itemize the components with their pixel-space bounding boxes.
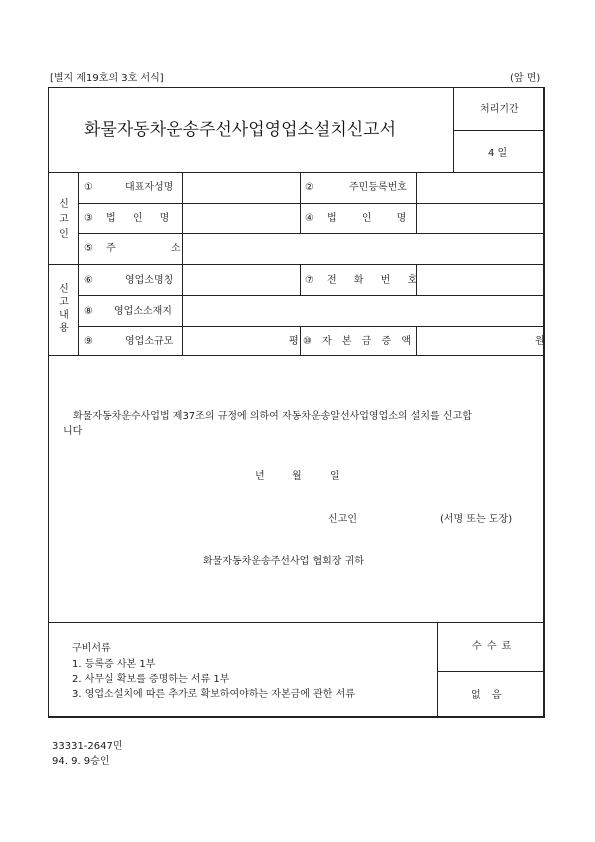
capital-field[interactable]: [418, 328, 542, 354]
date-day: 일: [330, 471, 340, 482]
office-location-field[interactable]: [184, 297, 542, 325]
address-label: 주 소: [106, 243, 181, 254]
signer-note: (서명 또는 도장): [440, 514, 513, 525]
field-number: ⑦: [305, 275, 314, 286]
signer-label: 신고인: [328, 514, 357, 525]
approval-date: 94. 9. 9승인: [52, 756, 110, 767]
resident-no-field[interactable]: [418, 174, 542, 202]
capital-label: 자 본 금 증 액: [322, 336, 412, 347]
fee-value: 없 음: [471, 690, 502, 701]
field-number: ⑧: [84, 306, 93, 317]
resident-no-label: 주민등록번호: [349, 182, 407, 193]
corp-name-field[interactable]: [184, 205, 298, 232]
form-code: 33331-2647민: [52, 741, 123, 752]
document-item: 1. 등록증 사본 1부: [72, 659, 156, 670]
capital-unit: 원: [535, 336, 545, 347]
office-location-label: 영업소소재지: [114, 306, 172, 317]
rep-name-field[interactable]: [184, 174, 298, 202]
corp-name-field-2[interactable]: [418, 205, 542, 232]
office-size-unit: 평: [289, 336, 299, 347]
field-number: ⑩: [303, 336, 312, 347]
form-title: 화물자동차운송주선사업영업소설치신고서: [84, 120, 397, 140]
processing-period-value: 4 일: [488, 148, 508, 159]
phone-field[interactable]: [418, 266, 542, 294]
reporter-group-label: 신고인: [59, 199, 69, 240]
phone-label: 전 화 번 호: [327, 275, 418, 286]
field-number: ③: [84, 213, 93, 224]
statement-line-1: 화물자동차운수사업법 제37조의 규정에 의하여 자동차운송알선사업영업소의 설치를 신고합: [73, 411, 472, 422]
content-group-label: 신고내용: [59, 284, 69, 334]
page-side-label: (앞 면): [510, 73, 541, 84]
field-number: ①: [84, 182, 93, 193]
statement-line-2: 니다: [63, 426, 83, 437]
corp-name-label: 법 인 명: [106, 213, 170, 224]
field-number: ⑨: [84, 336, 93, 347]
field-number: ②: [305, 182, 314, 193]
signature-field[interactable]: [365, 508, 435, 528]
document-item: 2. 사무실 확보를 증명하는 서류 1부: [72, 674, 230, 685]
office-name-label: 영업소명칭: [125, 275, 174, 286]
office-name-field[interactable]: [184, 266, 298, 294]
form-reference: [별지 제19호의 3호 서식]: [50, 73, 164, 84]
field-number: ④: [305, 213, 314, 224]
corp-name-label-2: 법 인 명: [327, 213, 407, 224]
date-year: 년: [255, 471, 265, 482]
addressee: 화물자동차운송주선사업 협회장 귀하: [203, 556, 364, 567]
field-number: ⑤: [84, 243, 93, 254]
document-item: 3. 영업소설치에 따른 추가로 확보하여야하는 자본금에 관한 서류: [72, 689, 355, 700]
fee-label: 수 수 료: [472, 641, 512, 652]
office-size-label: 영업소규모: [125, 336, 174, 347]
office-size-field[interactable]: [184, 328, 298, 354]
date-month: 월: [292, 471, 302, 482]
address-field[interactable]: [184, 235, 542, 263]
field-number: ⑥: [84, 275, 93, 286]
documents-title: 구비서류: [72, 643, 111, 654]
rep-name-label: 대표자성명: [125, 182, 174, 193]
processing-period-label: 처리기간: [480, 104, 519, 115]
